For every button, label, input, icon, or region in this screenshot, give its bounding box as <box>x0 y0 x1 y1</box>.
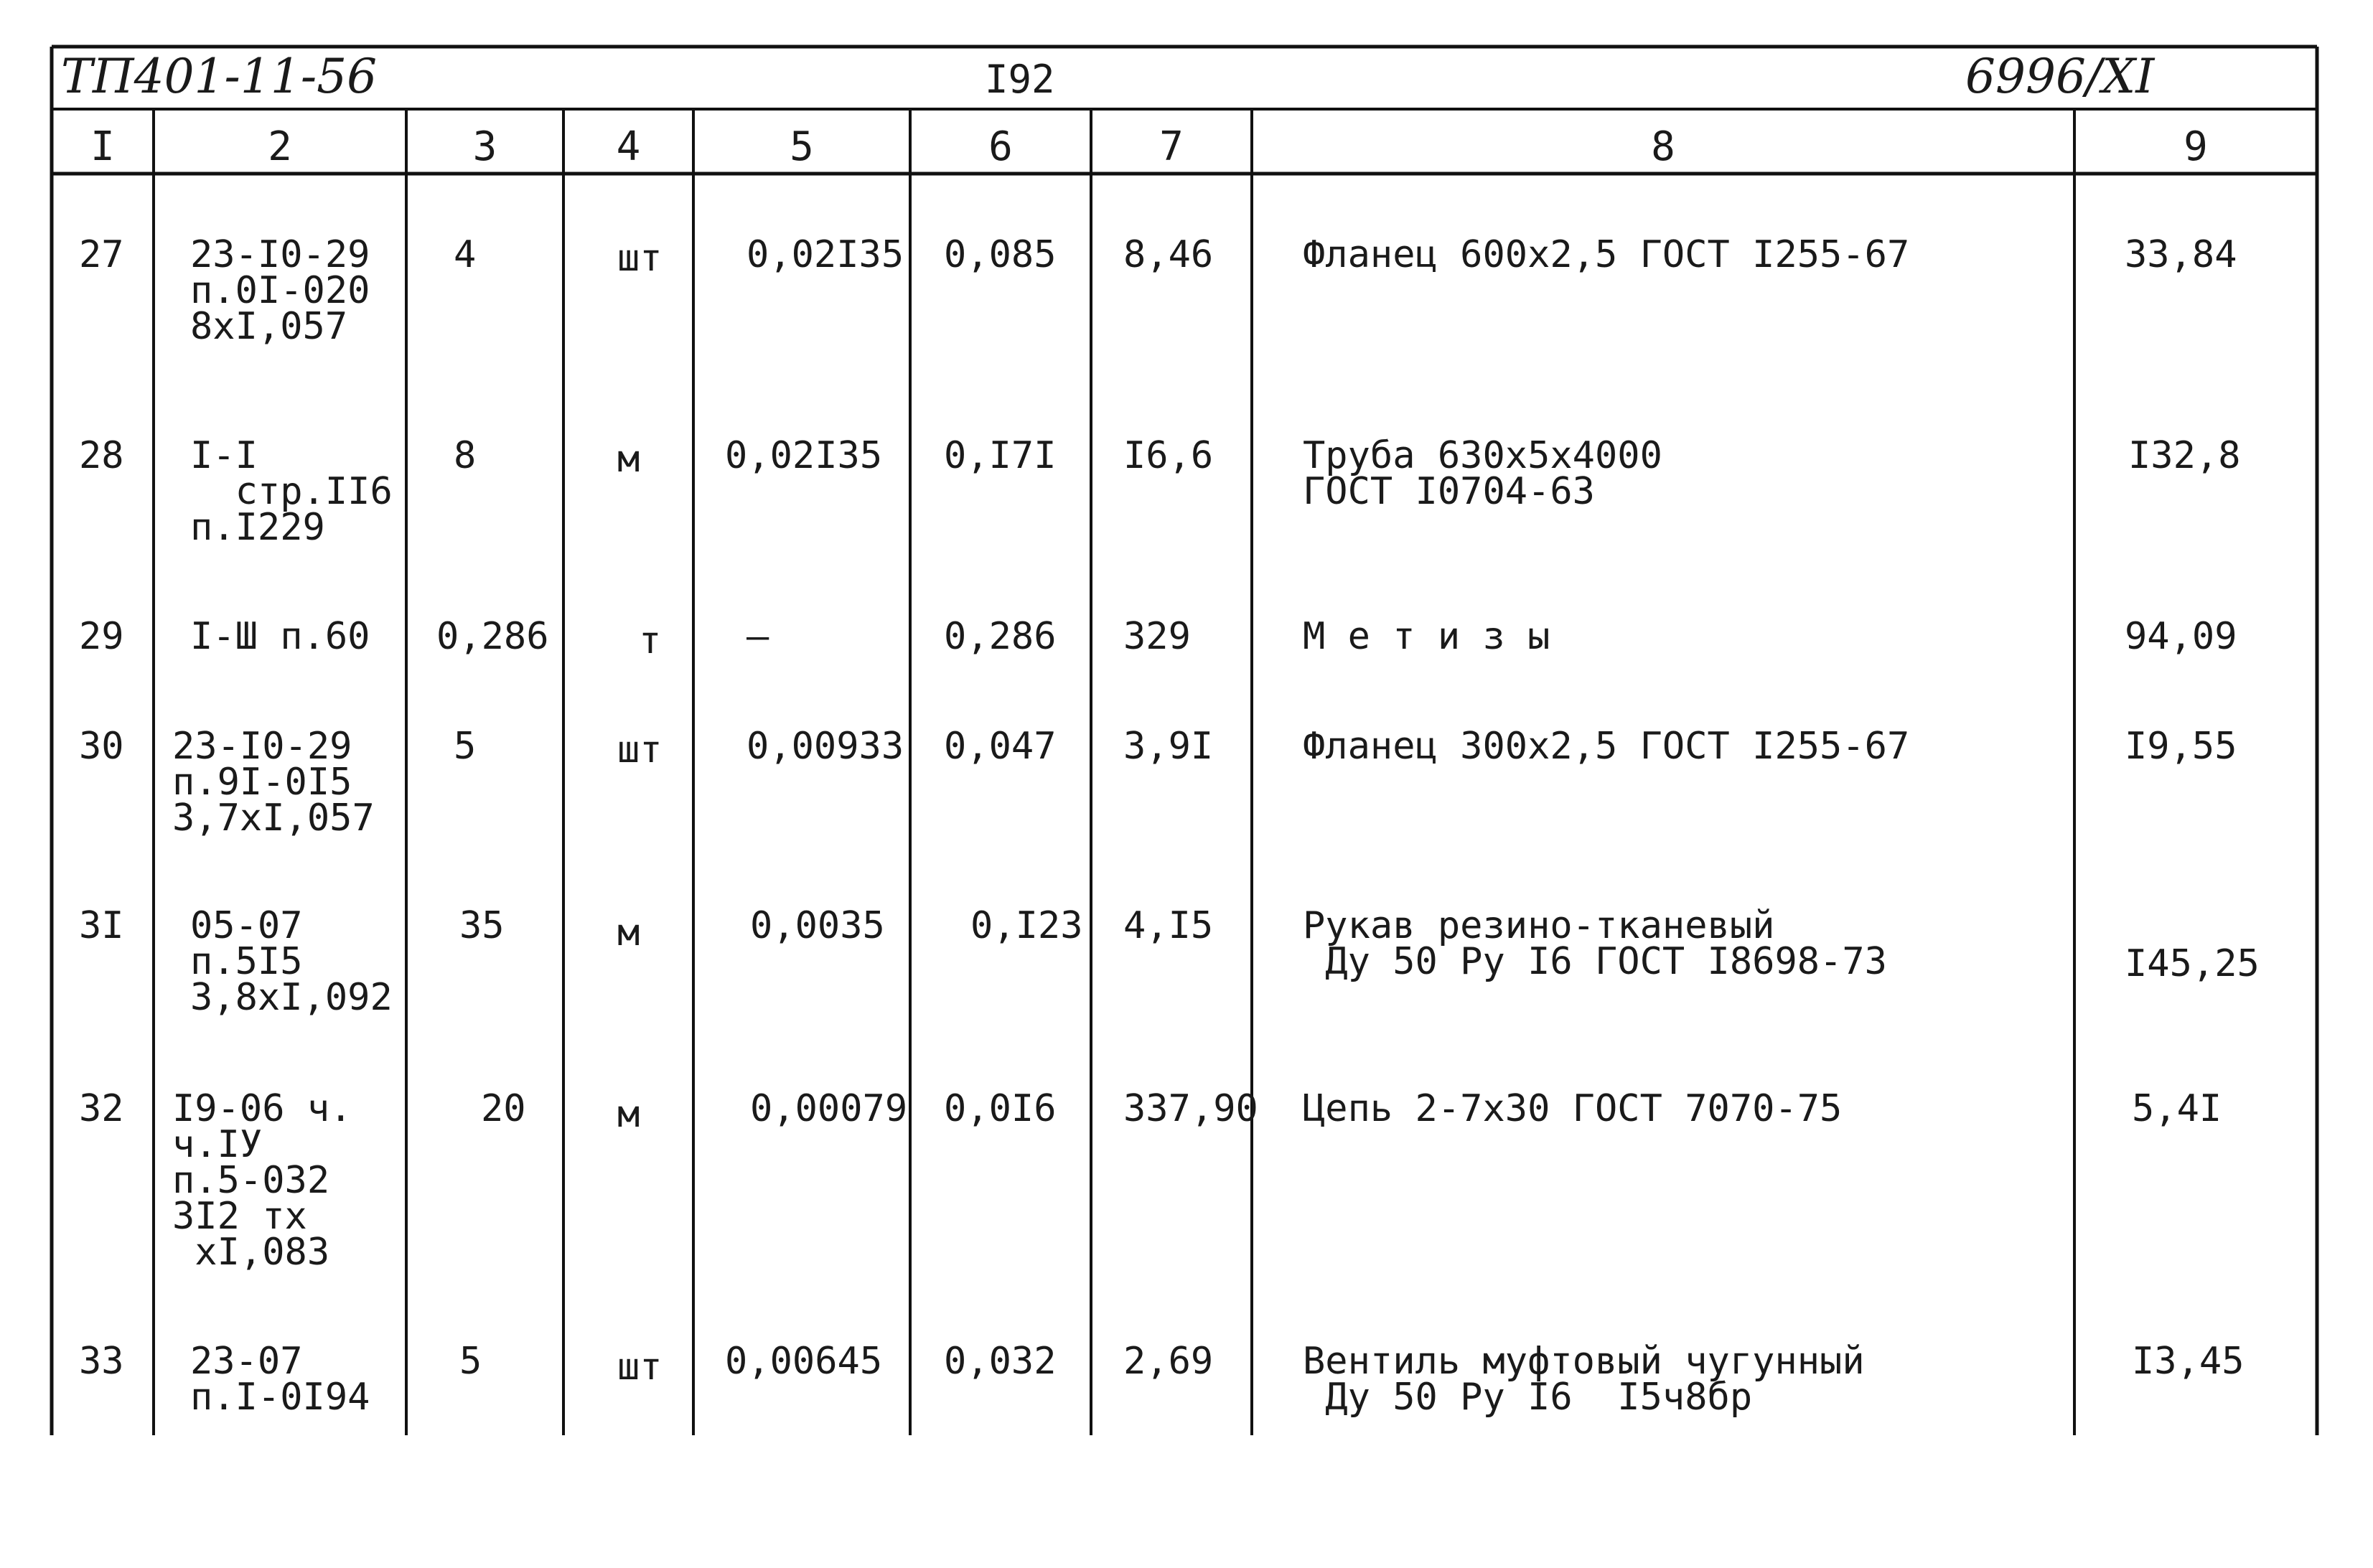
row-quantity: 4 <box>454 233 477 276</box>
row-number: 27 <box>79 233 124 276</box>
row-number: 29 <box>79 615 124 658</box>
row-unit: шт <box>617 728 663 771</box>
row-unit: м <box>617 911 640 954</box>
row-quantity: 0,286 <box>436 615 549 658</box>
row-col6: 0,I7I <box>944 434 1057 477</box>
row-reference: 23-I0-29 п.9I-0I5 3,7xI,057 <box>172 725 375 840</box>
page-number: I92 <box>985 57 1055 102</box>
row-quantity: 20 <box>481 1087 526 1130</box>
row-col7: 337,90 <box>1123 1087 1258 1130</box>
row-description: Труба 630x5x4000 ГОСТ I0704-63 <box>1303 434 1662 513</box>
row-col9: 94,09 <box>2125 615 2237 658</box>
row-unit: м <box>617 1093 640 1136</box>
row-reference: I-Ш п.60 <box>190 615 370 658</box>
row-col6: 0,I23 <box>970 904 1083 947</box>
row-col9: I32,8 <box>2128 434 2241 477</box>
row-description: Рукав резино-тканевый Ду 50 Ру I6 ГОСТ I8698-73 <box>1303 904 1887 983</box>
row-quantity: 35 <box>459 904 505 947</box>
col-header-6: 6 <box>988 123 1013 170</box>
row-unit: м <box>617 438 640 481</box>
row-number: 28 <box>79 434 124 477</box>
row-col9: 5,4I <box>2132 1087 2222 1130</box>
row-col6: 0,032 <box>944 1340 1057 1383</box>
row-number: 32 <box>79 1087 124 1130</box>
row-quantity: 8 <box>454 434 477 477</box>
row-number: 3I <box>79 904 124 947</box>
row-col6: 0,085 <box>944 233 1057 276</box>
col-header-3: 3 <box>472 123 497 170</box>
row-reference: I-I стр.II6 п.I229 <box>190 434 393 549</box>
row-col5: 0,02I35 <box>725 434 883 477</box>
col-header-4: 4 <box>616 123 641 170</box>
col-header-9: 9 <box>2184 123 2208 170</box>
row-col7: 329 <box>1123 615 1191 658</box>
col-header-2: 2 <box>268 123 292 170</box>
row-unit: т <box>639 619 662 662</box>
row-quantity: 5 <box>454 725 477 768</box>
col-header-5: 5 <box>790 123 814 170</box>
row-col6: 0,047 <box>944 725 1057 768</box>
col-header-1: I <box>90 123 115 170</box>
row-col5: 0,02I35 <box>746 233 904 276</box>
row-col7: I6,6 <box>1123 434 1214 477</box>
col-header-8: 8 <box>1651 123 1675 170</box>
row-col5: 0,00933 <box>746 725 904 768</box>
row-col9: I45,25 <box>2125 942 2260 985</box>
row-col7: 8,46 <box>1123 233 1214 276</box>
sheet-ref: 6996/XI <box>1965 49 2155 104</box>
row-description: Фланец 600x2,5 ГОСТ I255-67 <box>1303 233 1910 276</box>
row-col5: – <box>746 615 769 658</box>
row-col7: 2,69 <box>1123 1340 1214 1383</box>
row-unit: шт <box>617 1346 663 1389</box>
row-reference: 23-07 п.I-0I94 <box>190 1340 370 1419</box>
doc-code: ТП401-11-56 <box>61 49 378 104</box>
row-quantity: 5 <box>459 1340 482 1383</box>
row-col9: 33,84 <box>2125 233 2237 276</box>
row-unit: шт <box>617 237 663 280</box>
row-col7: 4,I5 <box>1123 904 1214 947</box>
row-col5: 0,00645 <box>725 1340 883 1383</box>
row-description: Цепь 2-7x30 ГОСТ 7070-75 <box>1303 1087 1843 1130</box>
row-col7: 3,9I <box>1123 725 1214 768</box>
col-header-7: 7 <box>1159 123 1184 170</box>
row-reference: I9-06 ч. ч.IУ п.5-032 3I2 тх xI,083 <box>172 1087 352 1274</box>
row-col9: I3,45 <box>2132 1340 2245 1383</box>
row-number: 33 <box>79 1340 124 1383</box>
row-description: М е т и з ы <box>1303 615 1550 658</box>
row-col9: I9,55 <box>2125 725 2237 768</box>
row-description: Фланец 300x2,5 ГОСТ I255-67 <box>1303 725 1910 768</box>
row-reference: 23-I0-29 п.0I-020 8xI,057 <box>190 233 370 348</box>
row-col5: 0,00079 <box>750 1087 908 1130</box>
row-reference: 05-07 п.5I5 3,8xI,092 <box>190 904 393 1019</box>
row-col6: 0,0I6 <box>944 1087 1057 1130</box>
row-col6: 0,286 <box>944 615 1057 658</box>
row-col5: 0,0035 <box>750 904 885 947</box>
row-description: Вентиль муфтовый чугунный Ду 50 Ру I6 I5ч8бр <box>1303 1340 1865 1419</box>
row-number: 30 <box>79 725 124 768</box>
